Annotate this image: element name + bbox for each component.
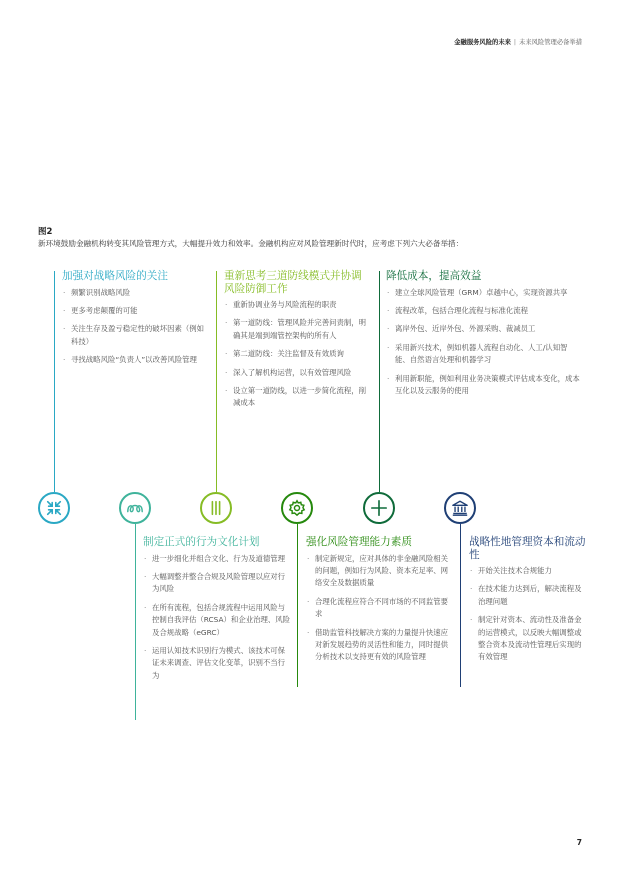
column-title: 重新思考三道防线模式并协调风险防御工作: [224, 270, 362, 295]
list-item: · 利用新职能，例如利用业务决策模式评估成本变化，成本互化以及云服务的使用: [386, 373, 582, 398]
connector-line-2: [135, 524, 136, 720]
list-item: · 在技术能力达到后，解决流程及治理问题: [469, 583, 587, 608]
page-number: 7: [576, 838, 582, 847]
figure-caption: 新环境鼓励金融机构转变其风险管理方式，大幅提升效力和效率。金融机构应对风险管理新时代时，应考虑下列六大必备举措：: [38, 239, 464, 248]
list-item: · 采用新兴技术，例如机器人流程自动化、人工/认知智能、自然语言处理和机器学习: [386, 342, 582, 367]
list-item: · 第二道防线：关注监督及有效质询: [224, 348, 372, 360]
list-item: · 流程改革，包括合理化流程与标准化流程: [386, 305, 582, 317]
list-item: · 深入了解机构运营，以有效管理风险: [224, 367, 372, 379]
action-column-cost-reduction: [386, 270, 582, 403]
list-item: · 设立第一道防线，以进一步简化流程，削减成本: [224, 385, 372, 410]
list-item: · 制定针对资本、流动性及准备金的运营模式，以反映大幅调整或整合资本及流动性管理后实现的有效管理: [469, 614, 587, 664]
report-title: 金融服务风险的未来: [454, 39, 511, 46]
connector-line-4: [297, 524, 298, 687]
page-header: [454, 37, 582, 46]
list-item: · 大幅调整并整合合规及风险管理以应对行为风险: [143, 571, 291, 596]
arrows-in-icon: [38, 492, 70, 524]
bullet-list: [62, 287, 207, 367]
gear-icon: [281, 492, 313, 524]
bullet-list: [469, 565, 587, 664]
list-item: · 频繁识别战略风险: [62, 287, 207, 299]
connector-line-6: [460, 524, 461, 687]
list-item: · 离岸外包、近岸外包、外源采购、裁减员工: [386, 323, 582, 335]
column-title: 制定正式的行为文化计划: [143, 536, 260, 548]
list-item: · 建立全球风险管理（GRM）卓越中心，实现资源共享: [386, 287, 582, 299]
action-column-risk-capability: [306, 536, 454, 670]
list-item: · 重新协调业务与风险流程的职责: [224, 299, 372, 311]
column-title: 强化风险管理能力素质: [306, 536, 412, 548]
list-item: · 运用认知技术识别行为模式、该技术可保证未来调查、评估文化变革，识别不当行为: [143, 645, 291, 682]
action-column-three-lines: [224, 270, 372, 416]
knot-icon: [119, 492, 151, 524]
bullet-list: [306, 553, 454, 664]
bars-icon: [200, 492, 232, 524]
bank-icon: [444, 492, 476, 524]
bullet-list: [224, 299, 372, 410]
connector-line-1: [54, 271, 55, 492]
connector-line-3: [216, 271, 217, 492]
report-subtitle: 未来风险管理必备举措: [519, 39, 582, 46]
list-item: · 寻找战略风险“负责人”以改善风险管理: [62, 354, 207, 366]
column-title: 加强对战略风险的关注: [62, 270, 168, 282]
list-item: · 在所有流程，包括合规流程中运用风险与控制自我评估（RCSA）和企业治理、风险及合规战略（eGRC）: [143, 602, 291, 639]
list-item: · 进一步细化并组合文化、行为及道德管理: [143, 553, 291, 565]
bullet-list: [386, 287, 582, 398]
list-item: · 关注生存及盈亏稳定性的破坏因素（例如科技）: [62, 323, 207, 348]
list-item: · 更多考虑颠覆的可能: [62, 305, 207, 317]
column-title: 战略性地管理资本和流动性: [469, 536, 586, 561]
list-item: · 合理化流程应符合不同市场的不同监管要求: [306, 596, 454, 621]
figure-label: 图2: [38, 227, 53, 237]
list-item: · 开始关注技术合规能力: [469, 565, 587, 577]
list-item: · 第一道防线：管理风险并完善问责制，明确其是端到端管控架构的所有人: [224, 317, 372, 342]
list-item: · 制定新规定，应对具体的非金融风险相关的问题，例如行为风险、资本充足率、网络安全及数据质量: [306, 553, 454, 590]
bullet-list: [143, 553, 291, 683]
header-separator: |: [513, 39, 517, 46]
action-column-conduct-culture: [143, 536, 291, 688]
plus-icon: [363, 492, 395, 524]
list-item: · 借助监管科技解决方案的力量提升快速应对新发展趋势的灵活性和能力，同时提供分析技术以支持更有效的风险管理: [306, 627, 454, 664]
connector-line-5: [379, 271, 380, 492]
action-column-capital-liquidity: [469, 536, 587, 670]
column-title: 降低成本，提高效益: [386, 270, 482, 282]
action-column-strategic-risk: [62, 270, 207, 373]
